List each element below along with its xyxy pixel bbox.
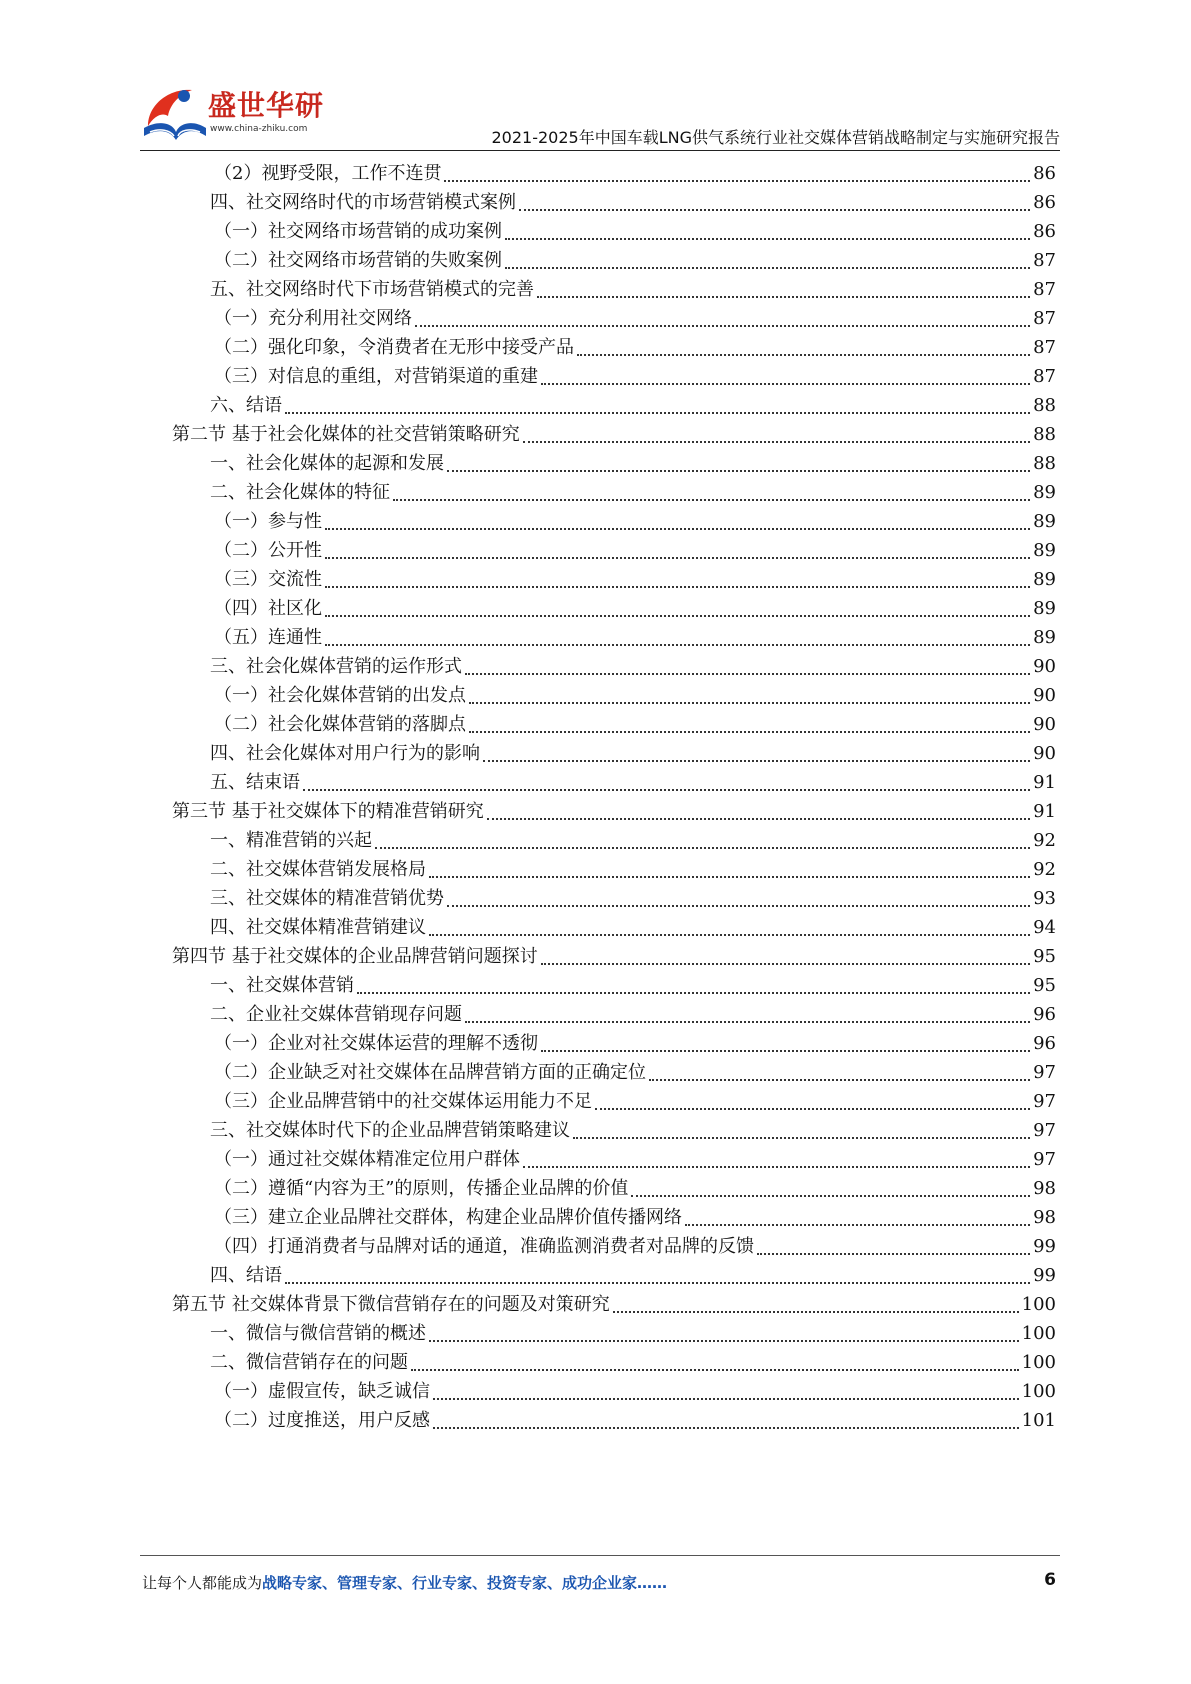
toc-entry-title: （一）企业对社交媒体运营的理解不透彻 xyxy=(214,1033,538,1054)
toc-entry-page: 89 xyxy=(1033,511,1056,532)
toc-dot-leader xyxy=(325,585,1030,588)
toc-entry-page: 98 xyxy=(1033,1207,1056,1228)
toc-entry-title: （三）企业品牌营销中的社交媒体运用能力不足 xyxy=(214,1091,592,1112)
toc-dot-leader xyxy=(429,1339,1019,1342)
toc-entry-page: 92 xyxy=(1033,830,1056,851)
toc-dot-leader xyxy=(447,469,1030,472)
toc-entry-page: 89 xyxy=(1033,598,1056,619)
toc-entry-page: 88 xyxy=(1033,424,1056,445)
toc-entry-title: 三、社会化媒体营销的运作形式 xyxy=(210,656,462,677)
toc-entry-title: 四、社会化媒体对用户行为的影响 xyxy=(210,743,480,764)
toc-entry[interactable] xyxy=(214,1144,1056,1175)
toc-entry[interactable] xyxy=(210,1347,1056,1378)
toc-entry-title: （一）社会化媒体营销的出发点 xyxy=(214,685,466,706)
toc-entry[interactable] xyxy=(214,303,1056,334)
company-logo xyxy=(140,78,370,148)
toc-entry-page: 89 xyxy=(1033,569,1056,590)
toc-entry-title: （三）交流性 xyxy=(214,569,322,590)
toc-entry[interactable] xyxy=(214,1376,1056,1407)
toc-entry-page: 87 xyxy=(1033,366,1056,387)
toc-entry-title: 第二节 基于社会化媒体的社交营销策略研究 xyxy=(172,424,520,445)
toc-entry-title: （二）遵循“内容为王”的原则，传播企业品牌的价值 xyxy=(214,1178,629,1199)
toc-dot-leader xyxy=(483,759,1030,762)
toc-entry[interactable] xyxy=(210,274,1056,305)
toc-entry-page: 96 xyxy=(1033,1033,1056,1054)
toc-entry-title: （二）社会化媒体营销的落脚点 xyxy=(214,714,466,735)
toc-dot-leader xyxy=(523,440,1030,443)
toc-entry-title: 五、社交网络时代下市场营销模式的完善 xyxy=(210,279,534,300)
toc-entry-title: （二）过度推送，用户反感 xyxy=(214,1410,430,1431)
toc-dot-leader xyxy=(537,295,1030,298)
toc-entry-title: （2）视野受限，工作不连贯 xyxy=(214,163,442,184)
toc-dot-leader xyxy=(469,701,1030,704)
toc-entry[interactable] xyxy=(214,1057,1056,1088)
toc-entry-title: 四、社交网络时代的市场营销模式案例 xyxy=(210,192,516,213)
toc-entry-page: 87 xyxy=(1033,308,1056,329)
toc-entry-page: 89 xyxy=(1033,482,1056,503)
toc-entry-title: （四）社区化 xyxy=(214,598,322,619)
toc-entry-page: 87 xyxy=(1033,279,1056,300)
toc-entry-page: 91 xyxy=(1033,772,1056,793)
toc-entry[interactable] xyxy=(210,970,1056,1001)
footer-slogan-highlight: 战略专家、管理专家、行业专家、投资专家、成功企业家…… xyxy=(262,1574,668,1592)
toc-dot-leader xyxy=(415,324,1030,327)
toc-dot-leader xyxy=(487,817,1030,820)
toc-dot-leader xyxy=(393,498,1030,501)
toc-entry-title: 一、社会化媒体的起源和发展 xyxy=(210,453,444,474)
toc-dot-leader xyxy=(303,788,1030,791)
toc-dot-leader xyxy=(613,1310,1019,1313)
toc-entry[interactable] xyxy=(214,361,1056,392)
toc-entry[interactable] xyxy=(214,332,1056,363)
toc-entry-page: 88 xyxy=(1033,453,1056,474)
toc-entry[interactable] xyxy=(214,216,1056,247)
toc-entry[interactable] xyxy=(210,390,1056,421)
toc-entry-page: 87 xyxy=(1033,337,1056,358)
toc-entry-page: 89 xyxy=(1033,627,1056,648)
toc-dot-leader xyxy=(577,353,1030,356)
toc-dot-leader xyxy=(523,1165,1030,1168)
toc-entry[interactable] xyxy=(210,1260,1056,1291)
toc-entry[interactable] xyxy=(210,767,1056,798)
toc-entry-page: 98 xyxy=(1033,1178,1056,1199)
toc-dot-leader xyxy=(685,1223,1030,1226)
toc-entry[interactable] xyxy=(214,158,1056,189)
toc-entry-title: 五、结束语 xyxy=(210,772,300,793)
toc-dot-leader xyxy=(357,991,1030,994)
toc-entry[interactable] xyxy=(214,1231,1056,1262)
toc-entry[interactable] xyxy=(214,1028,1056,1059)
toc-dot-leader xyxy=(433,1397,1019,1400)
toc-entry[interactable] xyxy=(210,825,1056,856)
toc-entry-title: 一、社交媒体营销 xyxy=(210,975,354,996)
toc-dot-leader xyxy=(375,846,1030,849)
toc-entry-page: 100 xyxy=(1021,1381,1056,1402)
toc-entry-page: 86 xyxy=(1033,221,1056,242)
toc-entry[interactable] xyxy=(210,187,1056,218)
toc-entry-page: 99 xyxy=(1033,1236,1056,1257)
toc-dot-leader xyxy=(411,1368,1019,1371)
toc-entry[interactable] xyxy=(214,1173,1056,1204)
footer-divider xyxy=(140,1555,1060,1556)
toc-entry-title: 三、社交媒体的精准营销优势 xyxy=(210,888,444,909)
header-divider xyxy=(140,150,1060,151)
toc-entry[interactable] xyxy=(214,245,1056,276)
toc-dot-leader xyxy=(465,672,1030,675)
toc-entry-page: 86 xyxy=(1033,163,1056,184)
toc-dot-leader xyxy=(285,1281,1030,1284)
toc-entry[interactable] xyxy=(214,680,1056,711)
toc-dot-leader xyxy=(505,266,1030,269)
toc-dot-leader xyxy=(649,1078,1030,1081)
toc-entry[interactable] xyxy=(214,1086,1056,1117)
footer-slogan xyxy=(142,1572,667,1593)
toc-entry-title: （三）对信息的重组，对营销渠道的重建 xyxy=(214,366,538,387)
toc-entry[interactable] xyxy=(214,709,1056,740)
toc-entry-title: （一）参与性 xyxy=(214,511,322,532)
toc-entry[interactable] xyxy=(210,477,1056,508)
toc-entry-title: 六、结语 xyxy=(210,395,282,416)
toc-dot-leader xyxy=(325,643,1030,646)
toc-entry[interactable] xyxy=(210,1115,1056,1146)
toc-entry[interactable] xyxy=(210,738,1056,769)
toc-entry-page: 94 xyxy=(1033,917,1056,938)
toc-entry[interactable] xyxy=(210,1318,1056,1349)
toc-entry-page: 97 xyxy=(1033,1120,1056,1141)
toc-entry-page: 99 xyxy=(1033,1265,1056,1286)
toc-entry-page: 95 xyxy=(1033,975,1056,996)
toc-entry[interactable] xyxy=(172,419,1056,450)
toc-dot-leader xyxy=(505,237,1030,240)
toc-entry-page: 90 xyxy=(1033,656,1056,677)
toc-entry[interactable] xyxy=(214,1405,1056,1436)
toc-dot-leader xyxy=(595,1107,1030,1110)
toc-entry-page: 90 xyxy=(1033,714,1056,735)
toc-entry-page: 96 xyxy=(1033,1004,1056,1025)
toc-entry-page: 93 xyxy=(1033,888,1056,909)
toc-entry[interactable] xyxy=(214,506,1056,537)
toc-entry[interactable] xyxy=(210,912,1056,943)
toc-dot-leader xyxy=(429,933,1030,936)
toc-entry[interactable] xyxy=(214,1202,1056,1233)
toc-entry[interactable] xyxy=(210,651,1056,682)
toc-entry-title: （三）建立企业品牌社交群体，构建企业品牌价值传播网络 xyxy=(214,1207,682,1228)
toc-dot-leader xyxy=(541,1049,1030,1052)
toc-dot-leader xyxy=(469,730,1030,733)
toc-dot-leader xyxy=(325,527,1030,530)
toc-entry-title: （一）社交网络市场营销的成功案例 xyxy=(214,221,502,242)
toc-entry-page: 97 xyxy=(1033,1091,1056,1112)
toc-entry[interactable] xyxy=(172,796,1056,827)
toc-entry-title: （五）连通性 xyxy=(214,627,322,648)
toc-entry[interactable] xyxy=(210,999,1056,1030)
toc-entry[interactable] xyxy=(172,1289,1056,1320)
toc-entry[interactable] xyxy=(210,448,1056,479)
toc-dot-leader xyxy=(433,1426,1019,1429)
footer-slogan-prefix: 让每个人都能成为 xyxy=(142,1574,263,1592)
toc-entry-page: 92 xyxy=(1033,859,1056,880)
toc-entry-page: 89 xyxy=(1033,540,1056,561)
toc-dot-leader xyxy=(285,411,1030,414)
toc-entry-title: （二）强化印象，令消费者在无形中接受产品 xyxy=(214,337,574,358)
toc-entry-title: 一、精准营销的兴起 xyxy=(210,830,372,851)
toc-entry[interactable] xyxy=(214,564,1056,595)
toc-entry-page: 97 xyxy=(1033,1062,1056,1083)
toc-dot-leader xyxy=(757,1252,1030,1255)
toc-entry-page: 90 xyxy=(1033,743,1056,764)
toc-entry-title: 四、结语 xyxy=(210,1265,282,1286)
toc-entry-title: 二、微信营销存在的问题 xyxy=(210,1352,408,1373)
toc-entry-title: 二、社交媒体营销发展格局 xyxy=(210,859,426,880)
toc-entry-page: 95 xyxy=(1033,946,1056,967)
toc-entry-title: （二）企业缺乏对社交媒体在品牌营销方面的正确定位 xyxy=(214,1062,646,1083)
toc-entry-title: （一）虚假宣传，缺乏诚信 xyxy=(214,1381,430,1402)
toc-entry-title: 二、社会化媒体的特征 xyxy=(210,482,390,503)
toc-entry-title: （四）打通消费者与品牌对话的通道，准确监测消费者对品牌的反馈 xyxy=(214,1236,754,1257)
page-header xyxy=(140,78,1060,150)
logo-emblem-icon xyxy=(140,82,210,144)
toc-entry-title: 四、社交媒体精准营销建议 xyxy=(210,917,426,938)
toc-entry-page: 101 xyxy=(1021,1410,1056,1431)
toc-entry-page: 100 xyxy=(1021,1352,1056,1373)
report-title: 2021-2025年中国车载LNG供气系统行业社交媒体营销战略制定与实施研究报告 xyxy=(491,128,1060,147)
toc-entry[interactable] xyxy=(214,622,1056,653)
logo-url: www.china-zhiku.com xyxy=(210,124,308,134)
toc-entry-page: 88 xyxy=(1033,395,1056,416)
toc-entry-page: 100 xyxy=(1021,1294,1056,1315)
toc-dot-leader xyxy=(541,382,1030,385)
toc-entry-title: 二、企业社交媒体营销现存问题 xyxy=(210,1004,462,1025)
toc-entry[interactable] xyxy=(214,593,1056,624)
toc-dot-leader xyxy=(325,556,1030,559)
toc-entry-page: 90 xyxy=(1033,685,1056,706)
toc-entry-title: 第五节 社交媒体背景下微信营销存在的问题及对策研究 xyxy=(172,1294,610,1315)
toc-entry[interactable] xyxy=(214,535,1056,566)
toc-entry-page: 100 xyxy=(1021,1323,1056,1344)
toc-dot-leader xyxy=(447,904,1030,907)
toc-dot-leader xyxy=(465,1020,1030,1023)
toc-dot-leader xyxy=(631,1194,1030,1197)
toc-entry-title: （二）公开性 xyxy=(214,540,322,561)
toc-entry-page: 87 xyxy=(1033,250,1056,271)
toc-dot-leader xyxy=(325,614,1030,617)
toc-entry[interactable] xyxy=(172,941,1056,972)
toc-entry[interactable] xyxy=(210,883,1056,914)
toc-entry[interactable] xyxy=(210,854,1056,885)
toc-entry-page: 91 xyxy=(1033,801,1056,822)
toc-entry-title: （一）充分利用社交网络 xyxy=(214,308,412,329)
toc-dot-leader xyxy=(429,875,1030,878)
toc-entry-title: 一、微信与微信营销的概述 xyxy=(210,1323,426,1344)
logo-name: 盛世华研 xyxy=(208,89,325,122)
page-number: 6 xyxy=(1044,1570,1056,1590)
toc-entry-page: 97 xyxy=(1033,1149,1056,1170)
toc-entry-page: 86 xyxy=(1033,192,1056,213)
toc-entry-title: 三、社交媒体时代下的企业品牌营销策略建议 xyxy=(210,1120,570,1141)
toc-entry-title: 第三节 基于社交媒体下的精准营销研究 xyxy=(172,801,484,822)
toc-dot-leader xyxy=(444,179,1030,182)
toc-entry-title: （一）通过社交媒体精准定位用户群体 xyxy=(214,1149,520,1170)
toc-dot-leader xyxy=(573,1136,1030,1139)
toc-dot-leader xyxy=(541,962,1030,965)
toc-entry-title: （二）社交网络市场营销的失败案例 xyxy=(214,250,502,271)
toc-dot-leader xyxy=(519,208,1030,211)
toc-entry-title: 第四节 基于社交媒体的企业品牌营销问题探讨 xyxy=(172,946,538,967)
